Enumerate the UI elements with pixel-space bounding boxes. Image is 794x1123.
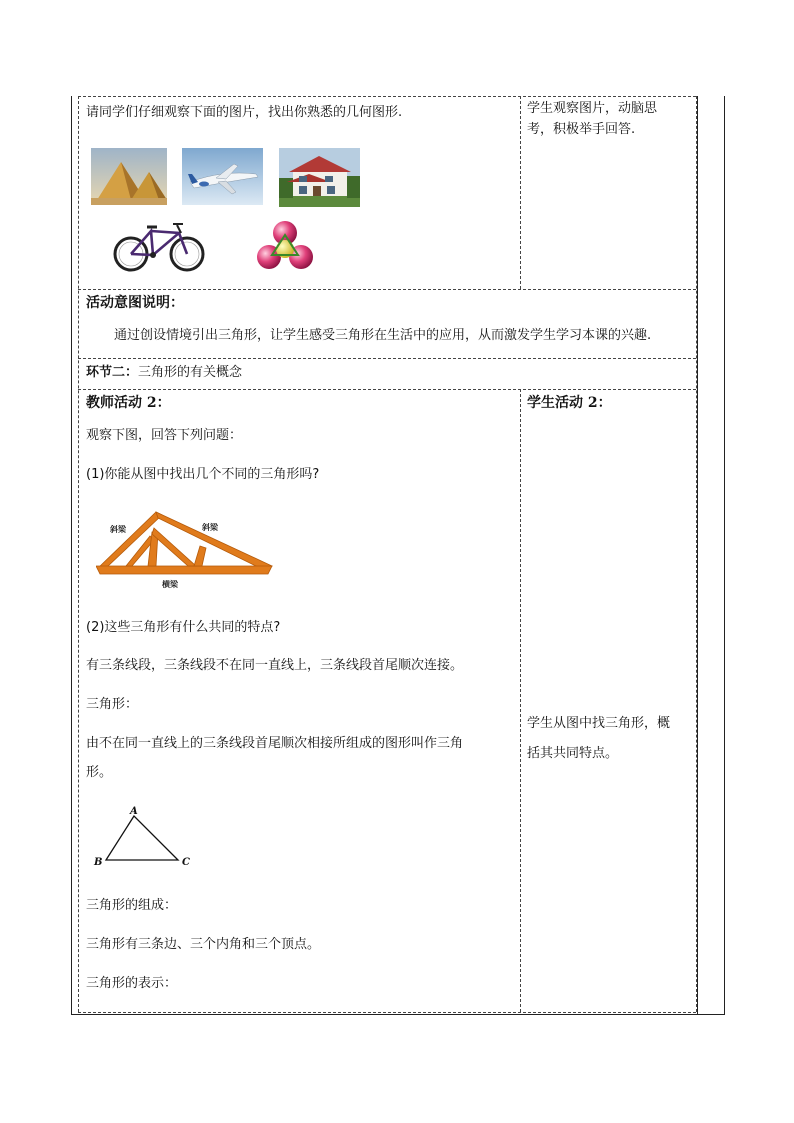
rule-right bbox=[696, 96, 697, 1012]
table-right-inner-border bbox=[697, 96, 698, 1014]
rule-bottom bbox=[78, 1012, 696, 1013]
section2-title: 三角形的有关概念 bbox=[138, 365, 243, 380]
section2-prefix: 环节二： bbox=[86, 365, 139, 380]
roof-truss-diagram bbox=[96, 508, 276, 592]
vertex-label-a: A bbox=[130, 806, 138, 817]
student-activity-heading: 学生活动 2： bbox=[527, 395, 612, 411]
rule-intent-bottom bbox=[78, 358, 696, 359]
rule-col-split-row2 bbox=[520, 389, 521, 1012]
rule-left bbox=[78, 96, 79, 1012]
definition-heading: 三角形： bbox=[86, 697, 139, 712]
vertex-label-b: B bbox=[94, 857, 103, 868]
row1-student-line2: 考，积极举手回答. bbox=[527, 122, 636, 137]
triangle-abc-diagram bbox=[92, 804, 196, 868]
teacher-activity-heading: 教师活动 2： bbox=[86, 395, 171, 411]
teacher-answer: 有三条线段，三条线段不在同一直线上，三条线段首尾顺次连接。 bbox=[86, 658, 464, 673]
teacher-observe-line: 观察下图，回答下列问题： bbox=[86, 428, 243, 443]
row1-teacher-text: 请同学们仔细观察下面的图片，找出你熟悉的几何图形. bbox=[86, 105, 403, 120]
triangle-balls-photo bbox=[254, 219, 316, 271]
intent-heading: 活动意图说明： bbox=[86, 295, 184, 311]
rule-section-bottom bbox=[78, 389, 696, 390]
truss-label-bottom: 横梁 bbox=[162, 580, 178, 589]
truss-label-left: 斜梁 bbox=[110, 525, 126, 534]
section2-header bbox=[86, 364, 242, 382]
teacher-question-2: (2)这些三角形有什么共同的特点? bbox=[86, 620, 281, 635]
bicycle-photo bbox=[111, 219, 207, 273]
definition-line1: 由不在同一直线上的三条线段首尾顺次相接所组成的图形叫作三角 bbox=[86, 736, 464, 751]
truss-label-right: 斜梁 bbox=[202, 523, 218, 532]
pyramid-photo bbox=[91, 148, 167, 205]
vertex-label-c: C bbox=[182, 857, 190, 868]
intent-body: 通过创设情境引出三角形，让学生感受三角形在生活中的应用，从而激发学生学习本课的兴趣. bbox=[114, 328, 652, 343]
rule-row1-bottom bbox=[78, 289, 696, 290]
rule-col-split-row1 bbox=[520, 96, 521, 289]
row1-student-line1: 学生观察图片，动脑思 bbox=[527, 101, 658, 116]
composition-body: 三角形有三条边、三个内角和三个顶点。 bbox=[86, 937, 321, 952]
representation-heading: 三角形的表示： bbox=[86, 976, 178, 991]
composition-heading: 三角形的组成： bbox=[86, 898, 178, 913]
airplane-photo bbox=[182, 148, 263, 205]
teacher-question-1: (1)你能从图中找出几个不同的三角形吗? bbox=[86, 467, 320, 482]
house-photo bbox=[279, 148, 360, 207]
student-activity-line2: 括其共同特点。 bbox=[527, 746, 619, 761]
definition-line2: 形。 bbox=[86, 765, 113, 780]
student-activity-line1: 学生从图中找三角形，概 bbox=[527, 716, 671, 731]
rule-top bbox=[78, 96, 696, 97]
